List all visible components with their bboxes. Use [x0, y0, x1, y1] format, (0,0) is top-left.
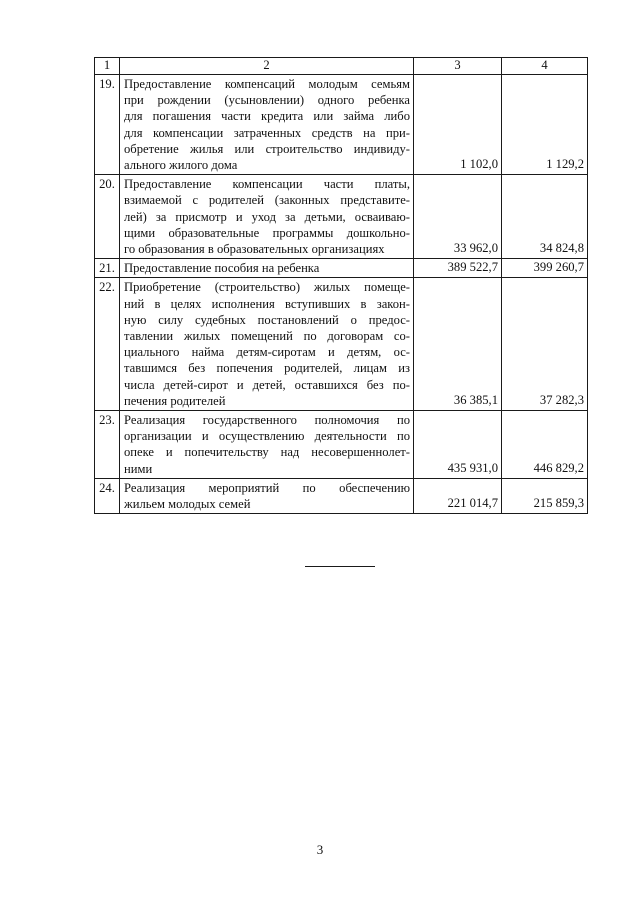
value-col3: 1 102,0 — [414, 75, 502, 175]
row-description — [120, 175, 414, 259]
description-line: числа детей-сирот и детей, оставшихся без по- — [124, 377, 410, 392]
description-line: опеке и попечительству над несовершеннолет- — [124, 445, 410, 460]
header-cell-1: 1 — [95, 58, 120, 75]
row-number: 22. — [95, 278, 120, 411]
separator-line — [305, 566, 375, 567]
description-line: Предоставление компенсаций молодым семьям — [124, 77, 410, 91]
row-number: 23. — [95, 411, 120, 479]
value-col4: 37 282,3 — [502, 278, 588, 411]
description-line: тавлении жилых помещений по договорам со- — [124, 329, 410, 344]
description-line: для компенсации затраченных средств на при- — [124, 125, 410, 140]
row-number: 19. — [95, 75, 120, 175]
value-col4: 1 129,2 — [502, 75, 588, 175]
description-line: ального жилого дома — [124, 158, 238, 173]
value-col3: 36 385,1 — [414, 278, 502, 411]
value-col4: 34 824,8 — [502, 175, 588, 259]
table-row — [95, 175, 588, 259]
header-cell-3: 3 — [414, 58, 502, 75]
table-row — [95, 411, 588, 479]
description-line: тавшимся без попечения родителей, лицам из — [124, 361, 410, 376]
table-header-row — [95, 58, 588, 75]
description-line: Реализация государственного полномочия по — [124, 413, 410, 428]
table-row — [95, 75, 588, 175]
description-line: обретение жилья или строительство индивиду- — [124, 141, 410, 156]
description-line: ную силу судебных постановлений о предос- — [124, 312, 410, 327]
description-line: при рождении (усыновлении) одного ребенка — [124, 93, 410, 108]
description-line: Реализация мероприятий по обеспечению — [124, 480, 410, 495]
budget-table — [94, 57, 588, 514]
description-line: для погашения части кредита или займа либо — [124, 109, 410, 124]
header-cell-2: 2 — [120, 58, 414, 75]
row-description — [120, 259, 414, 278]
description-line: лей) за присмотр и уход за детьми, осваиваю- — [124, 209, 410, 224]
description-line: циального найма детям-сиротам и детям, ос- — [124, 345, 410, 360]
value-col4: 399 260,7 — [502, 259, 588, 278]
description-line: щими образовательные программы дошкольно- — [124, 225, 410, 240]
table-row — [95, 478, 588, 513]
description-line: взимаемой с родителей (законных представите- — [124, 193, 410, 208]
row-description — [120, 278, 414, 411]
description-line: ними — [124, 461, 153, 476]
description-line: организации и осуществлению деятельности по — [124, 429, 410, 444]
value-col3: 435 931,0 — [414, 411, 502, 479]
description-line: печения родителей — [124, 393, 226, 408]
value-col4: 215 859,3 — [502, 478, 588, 513]
description-line: ний в целях исполнения вступивших в закон- — [124, 296, 410, 311]
row-number: 20. — [95, 175, 120, 259]
row-number: 21. — [95, 259, 120, 278]
header-cell-4: 4 — [502, 58, 588, 75]
description-line: Предоставление компенсации части платы, — [124, 177, 410, 192]
description-line: Предоставление пособия на ребенка — [124, 261, 320, 276]
description-line: жильем молодых семей — [124, 497, 251, 512]
row-description — [120, 411, 414, 479]
value-col4: 446 829,2 — [502, 411, 588, 479]
table-row — [95, 278, 588, 411]
page-number: 3 — [316, 842, 324, 857]
description-line: го образования в образовательных организациях — [124, 242, 385, 257]
value-col3: 221 014,7 — [414, 478, 502, 513]
value-col3: 33 962,0 — [414, 175, 502, 259]
row-description — [120, 478, 414, 513]
row-number: 24. — [95, 478, 120, 513]
value-col3: 389 522,7 — [414, 259, 502, 278]
description-line: Приобретение (строительство) жилых помеще- — [124, 280, 410, 295]
table-row — [95, 259, 588, 278]
row-description — [120, 75, 414, 175]
